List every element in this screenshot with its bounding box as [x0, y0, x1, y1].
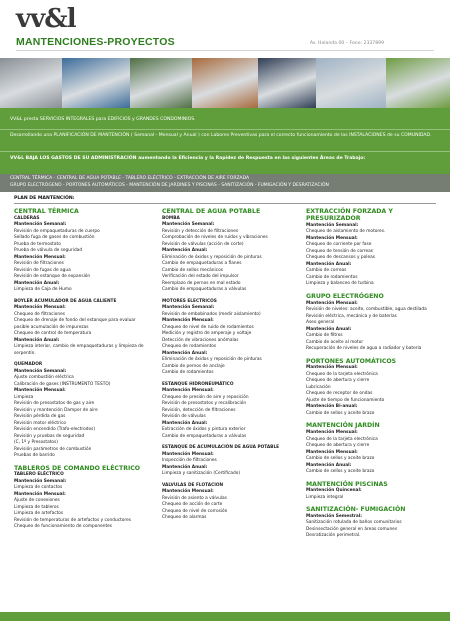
task-heading: Mantención Mensual:: [306, 449, 358, 455]
task-item: Chequeo de receptor de ondas: [306, 391, 373, 397]
task-item: Chequeo de aislamiento de motores.: [306, 229, 386, 235]
task-heading: Mantención Mensual:: [162, 489, 214, 495]
task-item: Limpieza y sanitización (Certificado): [162, 471, 241, 477]
task-item: Sellado fuga de gases de combustión: [14, 235, 95, 241]
technician-photo: [316, 58, 386, 108]
task-item: Cambio de empaquetaduras a válvulas: [162, 287, 247, 293]
task-heading: ESTANQUE DE ACUMULACIÓN DE AGUA POTABLE: [162, 445, 280, 451]
task-heading: Mantención Mensual:: [14, 491, 66, 497]
intro-band: [0, 108, 450, 174]
task-item: Chequeo de rodamientos: [162, 344, 217, 350]
intro-divider: [0, 151, 450, 152]
task-item: Ajuste combustión eléctrica: [14, 375, 74, 381]
task-heading: Mantención Bi-anual:: [306, 404, 358, 410]
plan-section: [162, 483, 297, 522]
work-areas-line-2: GRUPO ELECTRÓGENO - PORTONES AUTOMÁTICOS - MANTENCIÓN DE JARDINES Y PISCINAS - SANITIZACIÓN - FUMIGACIÓN Y DESRATIZACIÓN: [10, 183, 329, 188]
task-item: Revisión y mantención Damper de aire: [14, 407, 98, 413]
task-item: Revisión de filtraciones: [14, 261, 64, 267]
task-heading: Mantención Semanal:: [14, 478, 67, 484]
task-item: Revisión parámetros de combustión: [14, 446, 92, 452]
section-title: CENTRAL DE AGUA POTABLE: [162, 208, 261, 215]
task-item: Chequeo de tensión de correas: [306, 248, 374, 254]
task-item: Limpieza de Caja de Humo: [14, 287, 72, 293]
task-item: Cambio de rodamientos: [306, 274, 358, 280]
task-heading: VALVULAS DE FLOTACION: [162, 482, 224, 488]
task-item: Detección de vibraciones anómalas: [162, 337, 239, 343]
task-item: Extracción de óxidos y pintura exterior: [162, 427, 246, 433]
section-title: CENTRAL TÉRMICA: [14, 208, 79, 215]
intro-line-3: VV&L BAJA LOS GASTOS DE SU ADMINISTRACIÓN aumentando la Eficiencia y la Rapidez de Respuesta en las siguientes Áreas de Trabajo:: [10, 156, 366, 161]
task-item: Revisión de fugas de agua: [14, 267, 71, 273]
task-item: Cambio de empaquetaduras a válvulas: [162, 433, 247, 439]
task-heading: Mantención Mensual:: [306, 365, 358, 371]
task-heading: CALDERAS: [14, 215, 40, 221]
plan-section: [14, 299, 149, 358]
task-heading: Mantención Semanal:: [14, 222, 67, 228]
task-item: Desratización perimetral.: [306, 533, 361, 539]
task-item: Revisión eléctrica, mecánica y de baterías: [306, 313, 397, 319]
task-item: Limpieza interior, cambio de empaquetaduras y limpieza de serpentín.: [14, 344, 144, 356]
task-item: Chequeo de control de temperatura: [14, 331, 92, 337]
task-item: Revisión de válvulas (acción de corte): [162, 241, 244, 247]
task-item: Chequeo de la tarjeta electrónica: [306, 436, 378, 442]
task-item: Cambio de sellos y aceite brazo: [306, 469, 375, 475]
task-item: Verificación del estado del impulsor: [162, 274, 239, 280]
task-item: Prueba de válvula de seguridad: [14, 248, 83, 254]
task-item: Revisión de asiento a válvulas: [162, 495, 227, 501]
task-item: Limpieza y balanceo de turbina: [306, 281, 374, 287]
section-title: EXTRACCIÓN FORZADA Y PRESURIZADOR: [306, 208, 393, 223]
task-item: Chequeo de alarmas: [162, 515, 207, 521]
task-heading: Mantención Anual:: [14, 280, 60, 286]
task-heading: Mantención Mensual:: [306, 300, 358, 306]
task-item: Revisión de empaquetaduras de cuerpo: [14, 228, 100, 234]
task-item: Chequeo de nivel de ruido de rodamientos: [162, 324, 254, 330]
task-item: (C, 1º y Presostatos): [14, 440, 58, 446]
task-heading: Mantención Semanal:: [162, 222, 215, 228]
electrical-panel-photo: [258, 58, 316, 108]
plan-section: [14, 208, 149, 294]
task-item: Revisión de presostatos de gas y aire: [14, 401, 95, 407]
task-heading: QUEMADOR: [14, 362, 43, 368]
section-title: GRUPO ELECTRÓGENO: [306, 292, 384, 300]
task-heading: ESTANQUE HIDRONEUMÁTICO: [162, 381, 234, 387]
task-item: Revisión de embobinados (medir aislamiento): [162, 311, 261, 317]
task-item: Limpieza integral: [306, 494, 344, 500]
section-title: PORTONES AUTOMÁTICOS: [306, 357, 397, 365]
task-heading: TABLERO ELÉCTRICO: [14, 472, 64, 478]
task-item: Revisión de válvulas: [162, 414, 206, 420]
task-item: Limpieza de tableros: [14, 504, 59, 510]
task-heading: BOMBA: [162, 215, 180, 221]
plan-section: [14, 465, 149, 531]
task-heading: Mantención Anual:: [162, 350, 208, 356]
task-item: Revisión de presostatos y recalibración: [162, 401, 247, 407]
task-item: Revisión y pruebas de seguridad: [14, 433, 85, 439]
task-heading: Mantención Quincenal:: [306, 488, 362, 494]
header-divider: [16, 50, 434, 51]
task-heading: Mantención Mensual:: [14, 388, 66, 394]
task-item: Chequeo de drenaje de fondo del estanque para evaluar posible acumulación de impurezas: [14, 318, 136, 330]
task-item: Chequeo de filtraciones: [14, 311, 65, 317]
plan-section: [162, 208, 297, 294]
task-item: Ajuste de conexiones: [14, 498, 60, 504]
task-item: Reemplazo de pernos en mal estado: [162, 280, 241, 286]
task-item: Revisión encendido (Trafo-electrodos): [14, 427, 96, 433]
task-item: Recuperación de niveles de agua a radiador y batería: [306, 346, 422, 352]
task-item: Revisión pérdida de gas: [14, 414, 66, 420]
task-item: Revisión de estanque de expansión: [14, 274, 91, 280]
task-item: Ajuste de tiempo de funcionamiento: [306, 397, 385, 403]
header: [0, 0, 450, 58]
task-item: Cambio de empaquetaduras a flanes: [162, 261, 242, 267]
section-title: SANITIZACIÓN- FUMIGACIÓN: [306, 506, 406, 514]
boiler-room-photo: [0, 58, 62, 108]
task-item: Cambio de correas: [306, 268, 347, 274]
task-heading: Mantención Mensual:: [162, 318, 214, 324]
section-title: MANTENCIÓN JARDÍN: [306, 422, 380, 430]
task-item: Chequeo de acción de corte: [162, 502, 223, 508]
task-heading: Mantención Mensual:: [14, 254, 66, 260]
task-item: Desinsectación general en áreas comunes: [306, 526, 398, 532]
plan-section: [306, 208, 441, 288]
task-heading: MOTORES ELECTRICOS: [162, 298, 217, 304]
task-item: Chequeo de presión de aire y reposición: [162, 394, 249, 400]
plan-divider: [14, 203, 436, 204]
task-item: Cambio de sellos y aceite brazo: [306, 410, 375, 416]
task-heading: BOYLER ACUMULADOR DE AGUA CALIENTE: [14, 298, 117, 304]
plan-section: [162, 382, 297, 441]
task-item: Cambio de sellos mecánicos: [162, 267, 223, 273]
task-item: Chequeo de corriente por fase: [306, 242, 372, 248]
company-logo: vv&l: [16, 4, 76, 34]
task-item: Revisión motor eléctrico: [14, 420, 67, 426]
task-item: Pruebas de barrido: [14, 453, 55, 459]
pump-photo: [130, 58, 192, 108]
task-item: Cambio de pernos de anclaje: [162, 363, 225, 369]
task-item: Chequeo de nivel de corrosión: [162, 508, 228, 514]
task-item: Revisión y detección de filtraciones: [162, 228, 239, 234]
column-left: [14, 208, 149, 536]
task-heading: Mantención Mensual:: [162, 388, 214, 394]
task-heading: Mantención Anual:: [306, 326, 352, 332]
plan-section: [306, 481, 441, 502]
task-item: Chequeo de la tarjeta electrónica: [306, 371, 378, 377]
task-item: Prueba de termostato: [14, 241, 61, 247]
task-item: Chequeo de abertura y cierre: [306, 378, 370, 384]
task-item: Eliminación de óxidos y reposición de pinturas: [162, 357, 262, 363]
intro-divider: [0, 129, 450, 130]
section-title: TABLEROS DE COMANDO ELÉCTRICO: [14, 464, 141, 472]
task-item: Cambio de sellos y aceite brazo: [306, 456, 375, 462]
task-item: Chequeo de abertura y cierre: [306, 443, 370, 449]
intro-line-1: VV&L presta SERVICIOS INTEGRALES para EDIFICIOS y GRANDES CONDOMINIOS.: [10, 117, 196, 122]
task-item: Revisión de niveles: aceite, combustible, agua destilada: [306, 307, 427, 313]
task-item: Chequeo de descansos y poleas: [306, 255, 375, 261]
plan-section: [162, 445, 297, 478]
column-middle: [162, 208, 297, 527]
task-heading: Mantención Semanal:: [162, 305, 215, 311]
task-item: Cambio de filtros: [306, 333, 343, 339]
task-item: Cambio de aceite al motor: [306, 339, 364, 345]
task-item: Chequeo de funcionamiento de componentes: [14, 524, 113, 530]
task-heading: Mantención Semestral:: [306, 513, 363, 519]
plan-section: [306, 506, 441, 540]
intro-line-2: Desarrollando una PLANIFICACIÓN DE MANTENCIÓN ( Semanal - Mensual y Anual ) con Labores Preventivas para el correcto funcionamiento de las INSTALACIONES de su COMUNIDAD.: [10, 133, 432, 138]
task-item: Sanitización rotulada de baños comunitarios: [306, 520, 402, 526]
task-item: Medición y registro de amperaje y voltaje: [162, 331, 252, 337]
plan-section: [162, 299, 297, 377]
section-title: MANTENCIÓN PISCINAS: [306, 480, 388, 488]
task-item: Limpieza: [14, 394, 34, 400]
task-item: Revisión de temperaturas de artefactos y conductores: [14, 517, 131, 523]
task-heading: Mantención Anual:: [14, 337, 60, 343]
task-heading: Mantención Anual:: [162, 464, 208, 470]
plan-title: PLAN DE MANTENCIÓN:: [14, 196, 75, 201]
task-item: Eliminación de óxidos y reposición de pinturas: [162, 254, 262, 260]
contact-address: Av. Holanda 00 – Fono: 2337899: [309, 41, 384, 46]
task-heading: Mantención Mensual:: [306, 235, 358, 241]
machinery-photo: [192, 58, 258, 108]
company-tagline: MANTENCIONES-PROYECTOS: [16, 36, 175, 48]
photo-strip: [0, 58, 450, 108]
task-heading: Mantención Anual:: [162, 248, 208, 254]
task-heading: Mantención Mensual:: [306, 430, 358, 436]
task-item: Calibración de gases (INSTRUMENTO TESTO): [14, 381, 111, 387]
task-heading: Mantención Semanal:: [14, 368, 67, 374]
task-heading: Mantención Mensual:: [14, 305, 66, 311]
task-item: Inspección de filtraciones: [162, 458, 217, 464]
garden-photo: [386, 58, 450, 108]
task-item: Limpieza de contactos: [14, 485, 63, 491]
task-heading: Mantención Anual:: [162, 420, 208, 426]
plan-section: [14, 362, 149, 460]
task-item: Cambio de rodamientos: [162, 370, 214, 376]
work-areas-line-1: CENTRAL TÉRMICA - CENTRAL DE AGUA POTABLE - TABLERO ELÉCTRICO - EXTRACCIÓN DE AIRE FORZADA: [10, 176, 250, 181]
pipes-photo: [62, 58, 130, 108]
work-areas-band: [0, 174, 450, 192]
column-right: [306, 208, 441, 545]
task-item: Lubricación: [306, 384, 331, 390]
task-item: Comprobación de niveles de ruidos y vibraciones: [162, 235, 268, 241]
footer-bar: [0, 612, 450, 621]
task-heading: Mantención Anual:: [306, 261, 352, 267]
task-item: Limpieza de artefactos: [14, 511, 64, 517]
task-item: Aseo general: [306, 320, 335, 326]
plan-section: [306, 358, 441, 418]
task-item: Revisión, detección de filtraciones: [162, 407, 236, 413]
task-heading: Mantención Semanal:: [306, 222, 359, 228]
task-heading: Mantención Mensual:: [162, 451, 214, 457]
task-heading: Mantención Anual:: [306, 462, 352, 468]
plan-section: [306, 422, 441, 475]
plan-section: [306, 293, 441, 353]
